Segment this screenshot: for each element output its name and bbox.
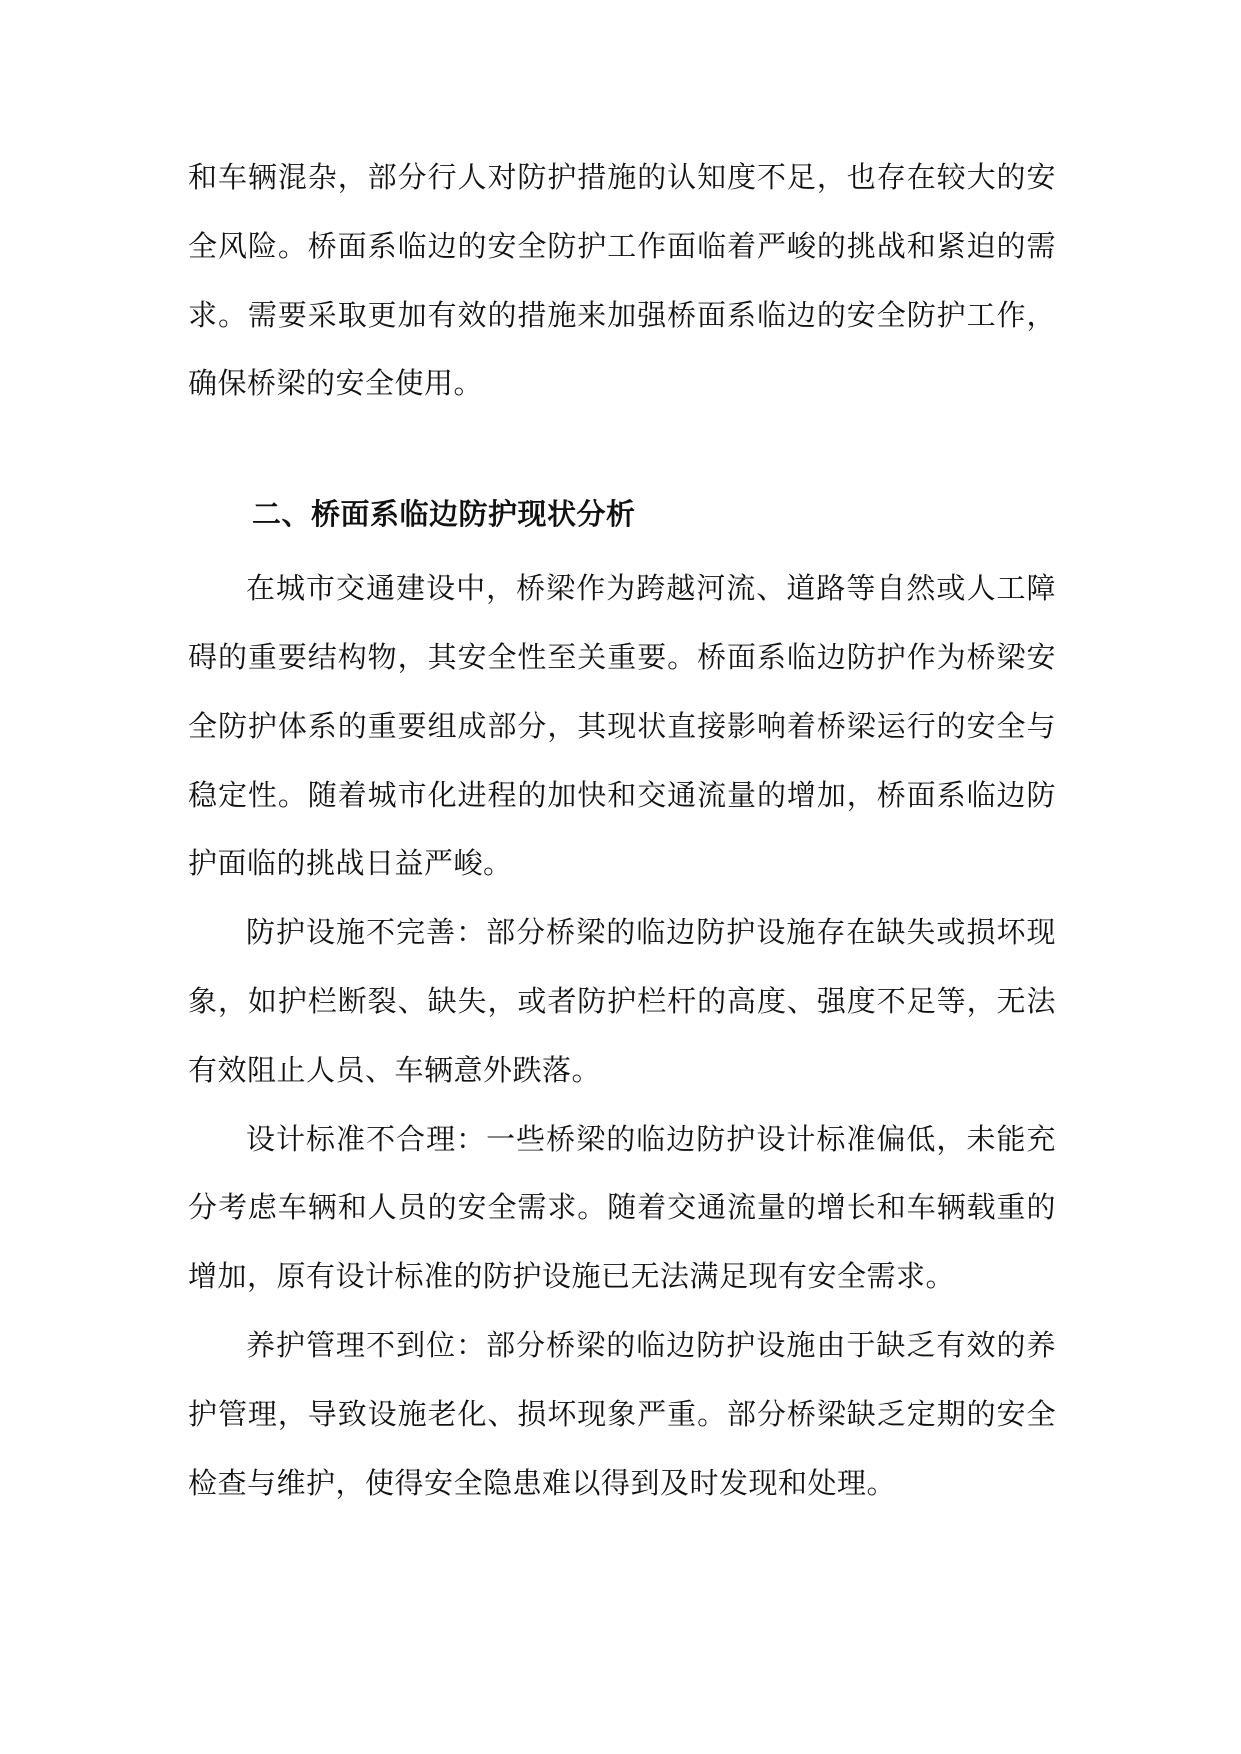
paragraph-overview: 在城市交通建设中，桥梁作为跨越河流、道路等自然或人工障碍的重要结构物，其安全性至关重要。桥面系临边防护作为桥梁安全防护体系的重要组成部分，其现状直接影响着桥梁运行的安全与稳定性。随着城市化进程的加快和交通流量的增加，桥面系临边防护面临的挑战日益严峻。 [188, 571, 1056, 881]
paragraph-design-standard: 设计标准不合理：一些桥梁的临边防护设计标准偏低，未能充分考虑车辆和人员的安全需求。随着交通流量的增长和车辆载重的增加，原有设计标准的防护设施已无法满足现有安全需求。 [188, 1121, 1056, 1294]
paragraph-maintenance: 养护管理不到位：部分桥梁的临边防护设施由于缺乏有效的养护管理，导致设施老化、损坏现象严重。部分桥梁缺乏定期的安全检查与维护，使得安全隐患难以得到及时发现和处理。 [188, 1327, 1056, 1500]
paragraph-facilities: 防护设施不完善：部分桥梁的临边防护设施存在缺失或损坏现象，如护栏断裂、缺失，或者防护栏杆的高度、强度不足等，无法有效阻止人员、车辆意外跌落。 [188, 915, 1056, 1087]
document-body [188, 143, 1056, 1517]
section-heading: 二、桥面系临边防护现状分析 [252, 497, 636, 532]
paragraph-continuation: 和车辆混杂，部分行人对防护措施的认知度不足，也存在较大的安全风险。桥面系临边的安全防护工作面临着严峻的挑战和紧迫的需求。需要采取更加有效的措施来加强桥面系临边的安全防护工作，确保桥梁的安全使用。 [188, 160, 1056, 401]
